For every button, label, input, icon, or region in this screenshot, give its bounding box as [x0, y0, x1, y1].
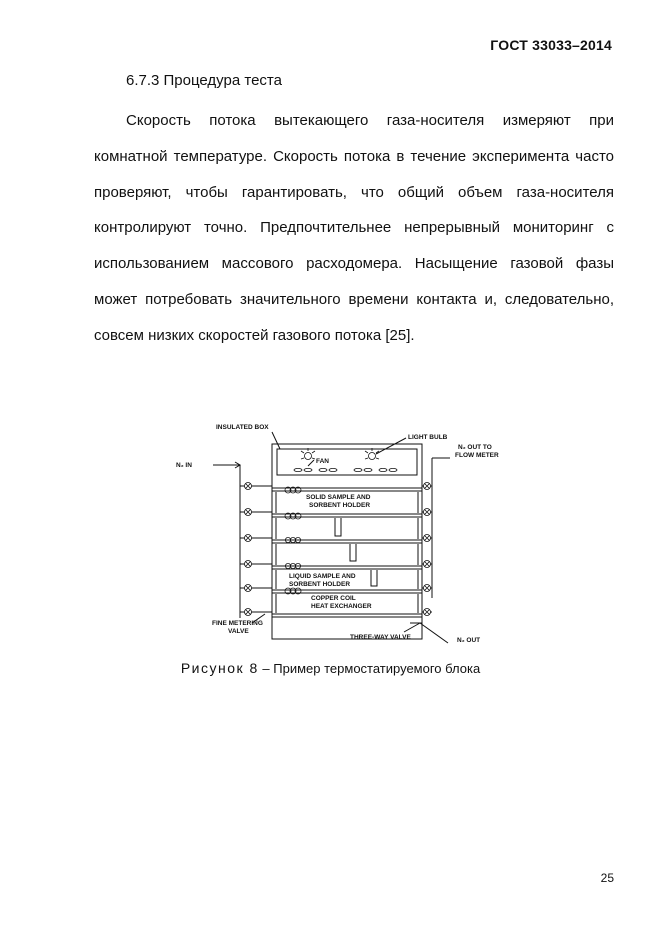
label-insulated-box: INSULATED BOX	[216, 424, 269, 431]
label-solid-line2: SORBENT HOLDER	[309, 502, 371, 509]
sorbent-holder-1	[335, 518, 341, 536]
label-fine-line1: FINE METERING	[212, 620, 263, 627]
fan-icon	[294, 468, 397, 471]
label-n2-out-line1: N₂ OUT TO	[458, 444, 492, 451]
three-way-valve-icon	[424, 483, 431, 616]
light-bulb-icon	[301, 448, 379, 460]
label-fan: FAN	[316, 458, 329, 465]
page-number: 25	[600, 871, 614, 885]
thermostated-block-diagram	[176, 418, 515, 648]
label-solid-line1: SOLID SAMPLE AND	[306, 494, 371, 501]
label-light-bulb: LIGHT BULB	[408, 434, 448, 441]
label-copper-line2: HEAT EXCHANGER	[311, 603, 372, 610]
label-copper-line1: COPPER COIL	[311, 595, 356, 602]
caption-text: Пример термостатируемого блока	[273, 661, 481, 676]
label-n2-out-line2: FLOW METER	[455, 452, 499, 459]
sorbent-holder-3	[371, 570, 377, 586]
document-id-header: ГОСТ 33033–2014	[490, 37, 612, 53]
label-three-way: THREE-WAY VALVE	[350, 634, 411, 641]
sorbent-holder-2	[350, 544, 356, 561]
label-liquid-line1: LIQUID SAMPLE AND	[289, 573, 356, 580]
caption-number: Рисунок 8	[180, 660, 259, 676]
section-title: 6.7.3 Процедура теста	[126, 72, 282, 89]
body-paragraph: Скорость потока вытекающего газа-носителя измеряют при комнатной температуре. Скорость потока в течение эксперимента часто проверяют, чтобы гарантировать, что общий объем газа-носителя контролируют точно. Предпочтительнее непрерывный мониторинг с использованием массового расходомера. Насыщение газовой фазы может потребовать значительного времени контакта и, следовательно, совсем низких скоростей газового потока [25].	[94, 112, 614, 344]
thermostated-block-figure	[176, 418, 515, 648]
label-fine-line2: VALVE	[228, 628, 249, 635]
label-n2-in: N₂ IN	[176, 462, 192, 469]
caption-dash: –	[258, 661, 274, 676]
label-n2-out-bottom: N₂ OUT	[457, 637, 481, 644]
metering-valve-icon	[245, 483, 252, 616]
figure-caption	[0, 660, 661, 676]
label-liquid-line2: SORBENT HOLDER	[289, 581, 351, 588]
